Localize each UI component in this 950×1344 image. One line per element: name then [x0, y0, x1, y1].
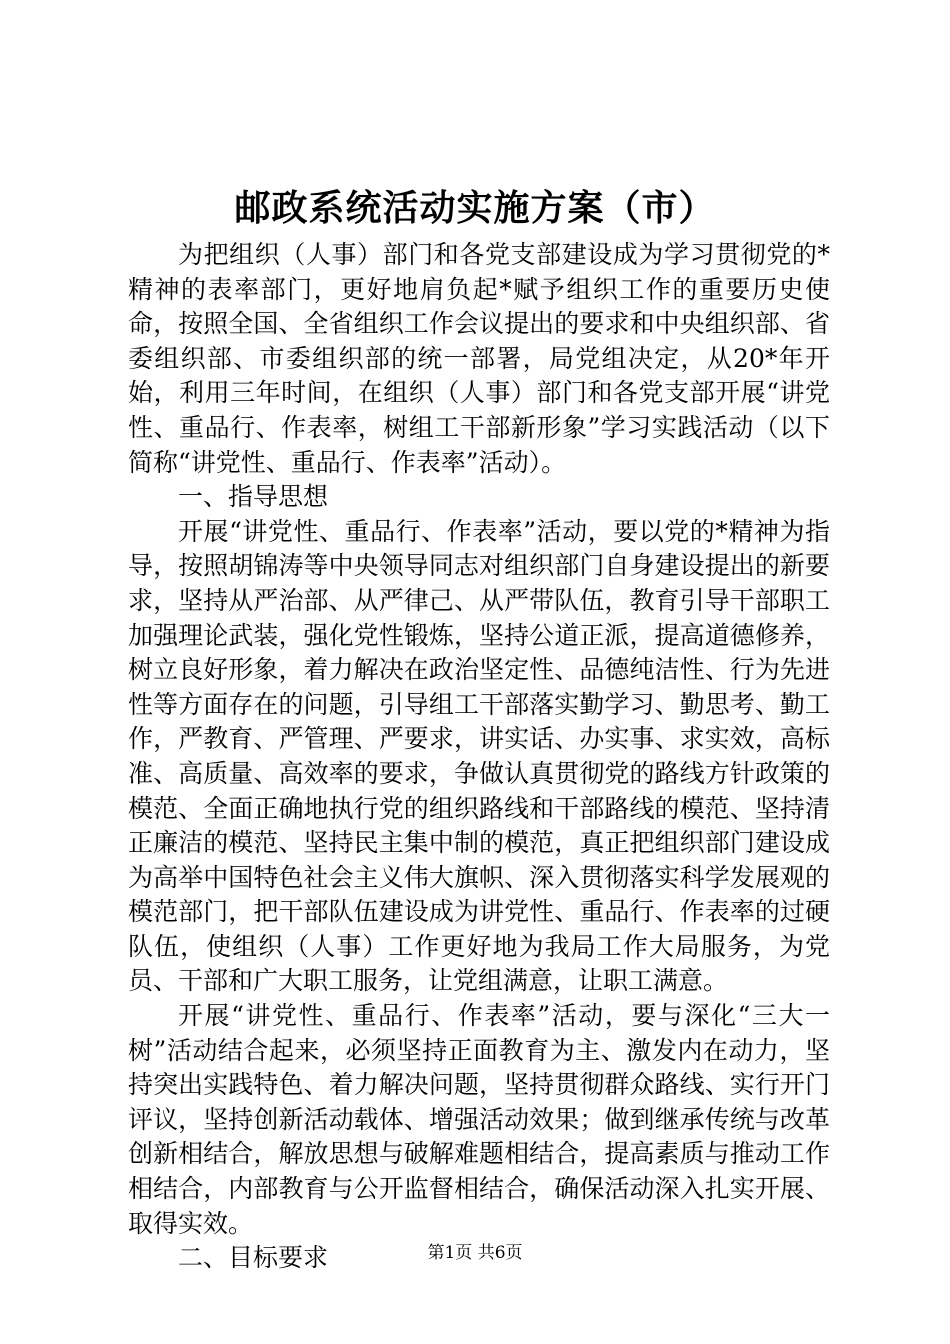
- section-heading-guiding-ideology: 一、指导思想: [178, 482, 329, 512]
- guiding-ideology-paragraph-1: 开展“讲党性、重品行、作表率”活动，要以党的*精神为指导，按照胡锦涛等中央领导同志对组织部门自身建设提出的新要求，坚持从严治部、从严律己、从严带队伍，教育引导干部职工加强理论武装，强化党性锻炼，坚持公道正派，提高道德修养，树立良好形象，着力解决在政治坚定性、品德纯洁性、行为先进性等方面存在的问题，引导组工干部落实勤学习、勤思考、勤工作，严教育、严管理、严要求，讲实话、办实事、求实效，高标准、高质量、高效率的要求，争做认真贯彻党的路线方针政策的模范、全面正确地执行党的组织路线和干部路线的模范、坚持清正廉洁的模范、坚持民主集中制的模范，真正把组织部门建设成为高举中国特色社会主义伟大旗帜、深入贯彻落实科学发展观的模范部门，把干部队伍建设成为讲党性、重品行、作表率的过硬队伍，使组织（人事）工作更好地为我局工作大局服务，为党员、干部和广大职工服务，让党组满意，让职工满意。: [128, 516, 830, 996]
- document-body: [128, 238, 830, 1276]
- page-number-footer: 第1页 共6页: [427, 1243, 523, 1263]
- intro-paragraph: 为把组织（人事）部门和各党支部建设成为学习贯彻党的*精神的表率部门，更好地肩负起*赋予组织工作的重要历史使命，按照全国、全省组织工作会议提出的要求和中央组织部、省委组织部、市委组织部的统一部署，局党组决定，从20*年开始，利用三年时间，在组织（人事）部门和各党支部开展“讲党性、重品行、作表率，树组工干部新形象”学习实践活动（以下简称“讲党性、重品行、作表率”活动）。: [128, 240, 830, 477]
- document-title: 邮政系统活动实施方案（市）: [234, 187, 716, 229]
- guiding-ideology-paragraph-2: 开展“讲党性、重品行、作表率”活动，要与深化“三大一树”活动结合起来，必须坚持正面教育为主、激发内在动力，坚持突出实践特色、着力解决问题，坚持贯彻群众路线、实行开门评议，坚持创新活动载体、增强活动效果；做到继承传统与改革创新相结合，解放思想与破解难题相结合，提高素质与推动工作相结合，内部教育与公开监督相结合，确保活动深入扎实开展、取得实效。: [128, 1001, 830, 1238]
- section-heading-goals: 二、目标要求: [178, 1243, 329, 1273]
